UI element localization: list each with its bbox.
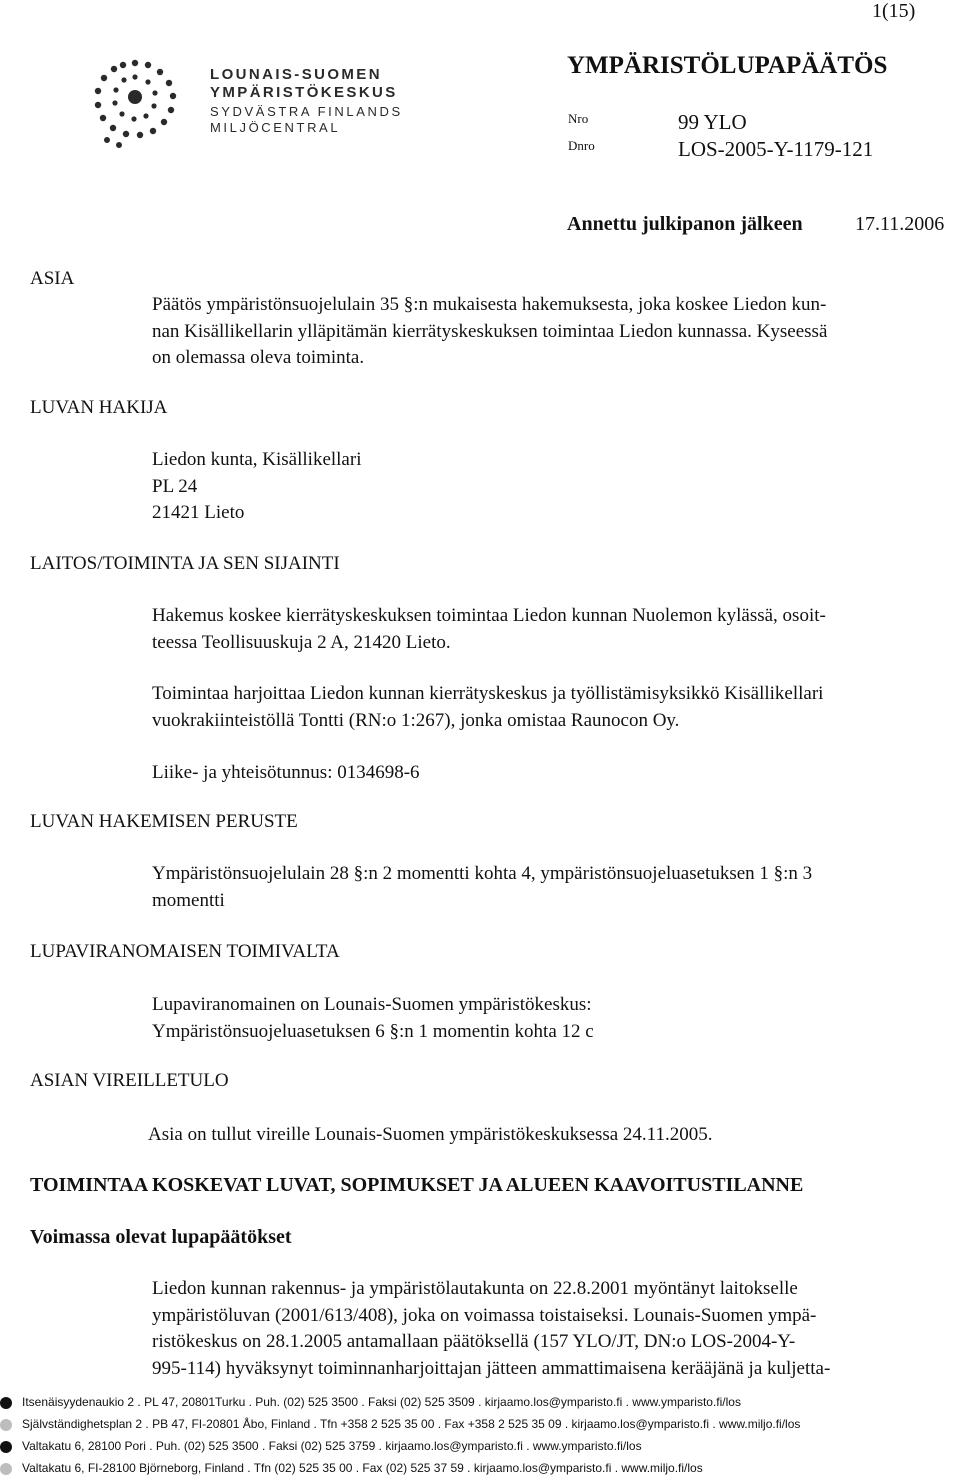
section-heading-luvat: TOIMINTAA KOSKEVAT LUVAT, SOPIMUKSET JA ALUEEN KAAVOITUSTILANNE bbox=[30, 1174, 804, 1196]
agency-logo bbox=[85, 55, 415, 155]
vireilletulo-text: Asia on tullut vireille Lounais-Suomen ympäristökeskuksessa 24.11.2005. bbox=[148, 1124, 713, 1145]
logo-line-3: SYDVÄSTRA FINLANDS bbox=[210, 104, 403, 119]
laitos-line: Hakemus koskee kierrätyskeskuksen toimintaa Liedon kunnan Nuolemon kylässä, osoit- bbox=[152, 605, 826, 626]
subheading-lupapaatokset: Voimassa olevat lupapäätökset bbox=[30, 1226, 292, 1248]
asia-line: nan Kisällikellarin ylläpitämän kierrätyskeskuksen toimintaa Liedon kunnassa. Kyseessä bbox=[152, 320, 828, 342]
laitos-line: teessa Teollisuuskuja 2 A, 21420 Lieto. bbox=[152, 631, 451, 653]
hakija-line: PL 24 bbox=[152, 475, 198, 497]
luvat-line: Liedon kunnan rakennus- ja ympäristölautakunta on 22.8.2001 myöntänyt laitokselle bbox=[152, 1278, 798, 1299]
laitos-paragraph-1 bbox=[152, 603, 826, 656]
footer-address-pori-fi: Valtakatu 6, 28100 Pori . Puh. (02) 525 3500 . Faksi (02) 525 3759 . kirjaamo.los@ymparisto.fi . www.ymparisto.fi/los bbox=[22, 1439, 642, 1453]
hakija-line: Liedon kunta, Kisällikellari bbox=[152, 449, 362, 470]
laitos-line: vuokrakiinteistöllä Tontti (RN:o 1:267), jonka omistaa Raunocon Oy. bbox=[152, 709, 680, 731]
toimivalta-line: Lupaviranomainen on Lounais-Suomen ympäristökeskus: bbox=[152, 994, 592, 1015]
luvat-text bbox=[152, 1276, 830, 1382]
footer-dot-icon bbox=[0, 1419, 12, 1431]
peruste-line: Ympäristönsuojelulain 28 §:n 2 momentti kohta 4, ympäristönsuojeluasetuksen 1 §:n 3 bbox=[152, 863, 813, 884]
section-heading-peruste: LUVAN HAKEMISEN PERUSTE bbox=[30, 811, 298, 832]
document-title: YMPÄRISTÖLUPAPÄÄTÖS bbox=[567, 52, 888, 79]
luvat-line: 995-114) hyväksynyt toiminnanharjoittajan jätteen ammattimaisena kerääjänä ja kuljetta- bbox=[152, 1357, 831, 1379]
section-heading-vireilletulo: ASIAN VIREILLETULO bbox=[30, 1070, 229, 1091]
logo-emblem-icon bbox=[85, 55, 185, 155]
asia-line: on olemassa oleva toiminta. bbox=[152, 347, 365, 368]
logo-line-4: MILJÖCENTRAL bbox=[210, 120, 341, 135]
footer-dot-icon bbox=[0, 1441, 12, 1453]
dnro-value: LOS-2005-Y-1179-121 bbox=[678, 137, 874, 161]
section-heading-toimivalta: LUPAVIRANOMAISEN TOIMIVALTA bbox=[30, 941, 340, 962]
footer-address-turku-sv: Självständighetsplan 2 . PB 47, FI-20801 Åbo, Finland . Tfn +358 2 525 35 00 . Fax +358 2 525 35 09 . kirjaamo.los@ymparisto.fi . www.miljo.fi/los bbox=[22, 1417, 801, 1431]
hakija-line: 21421 Lieto bbox=[152, 502, 245, 523]
luvat-line: ympäristöluvan (2001/613/408), joka on voimassa toistaiseksi. Lounais-Suomen ympä- bbox=[152, 1304, 817, 1326]
asia-line: Päätös ympäristönsuojelulain 35 §:n mukaisesta hakemuksesta, joka koskee Liedon kun- bbox=[152, 294, 827, 315]
luvat-line: ristökeskus on 28.1.2005 antamallaan päätöksellä (157 YLO/JT, DN:o LOS-2004-Y- bbox=[152, 1331, 796, 1352]
footer bbox=[0, 1392, 960, 1480]
annettu-label: Annettu julkipanon jälkeen bbox=[567, 213, 803, 235]
toimivalta-text bbox=[152, 992, 594, 1045]
page-number: 1(15) bbox=[872, 0, 916, 22]
laitos-line: Toimintaa harjoittaa Liedon kunnan kierrätyskeskus ja työllistämisyksikkö Kisällikellari bbox=[152, 683, 824, 704]
hakija-address bbox=[152, 447, 361, 527]
asia-text bbox=[152, 292, 827, 372]
peruste-line: momentti bbox=[152, 889, 225, 911]
section-heading-asia: ASIA bbox=[30, 268, 75, 289]
nro-label: Nro bbox=[568, 111, 589, 126]
footer-dot-icon bbox=[0, 1397, 12, 1409]
footer-address-pori-sv: Valtakatu 6, FI-28100 Björneborg, Finland . Tfn (02) 525 35 00 . Fax (02) 525 37 59 . kirjaamo.los@ymparisto.fi . www.miljo.fi/los bbox=[22, 1461, 703, 1475]
dnro-label: Dnro bbox=[568, 138, 595, 153]
nro-value: 99 YLO bbox=[678, 110, 747, 134]
logo-line-2: YMPÄRISTÖKESKUS bbox=[210, 84, 398, 101]
peruste-text bbox=[152, 861, 812, 914]
toimivalta-line: Ympäristönsuojeluasetuksen 6 §:n 1 momentin kohta 12 c bbox=[152, 1020, 594, 1042]
section-heading-luvan-hakija: LUVAN HAKIJA bbox=[30, 397, 168, 418]
laitos-paragraph-2 bbox=[152, 681, 823, 734]
logo-line-1: LOUNAIS-SUOMEN bbox=[210, 66, 382, 83]
footer-dot-icon bbox=[0, 1463, 12, 1475]
annettu-date: 17.11.2006 bbox=[855, 213, 945, 235]
section-heading-laitos: LAITOS/TOIMINTA JA SEN SIJAINTI bbox=[30, 553, 340, 574]
footer-address-turku-fi: Itsenäisyydenaukio 2 . PL 47, 20801Turku . Puh. (02) 525 3500 . Faksi (02) 525 3509 . kirjaamo.los@ymparisto.fi . www.ymparisto.fi/los bbox=[22, 1395, 741, 1409]
business-id: Liike- ja yhteisötunnus: 0134698-6 bbox=[152, 762, 420, 783]
